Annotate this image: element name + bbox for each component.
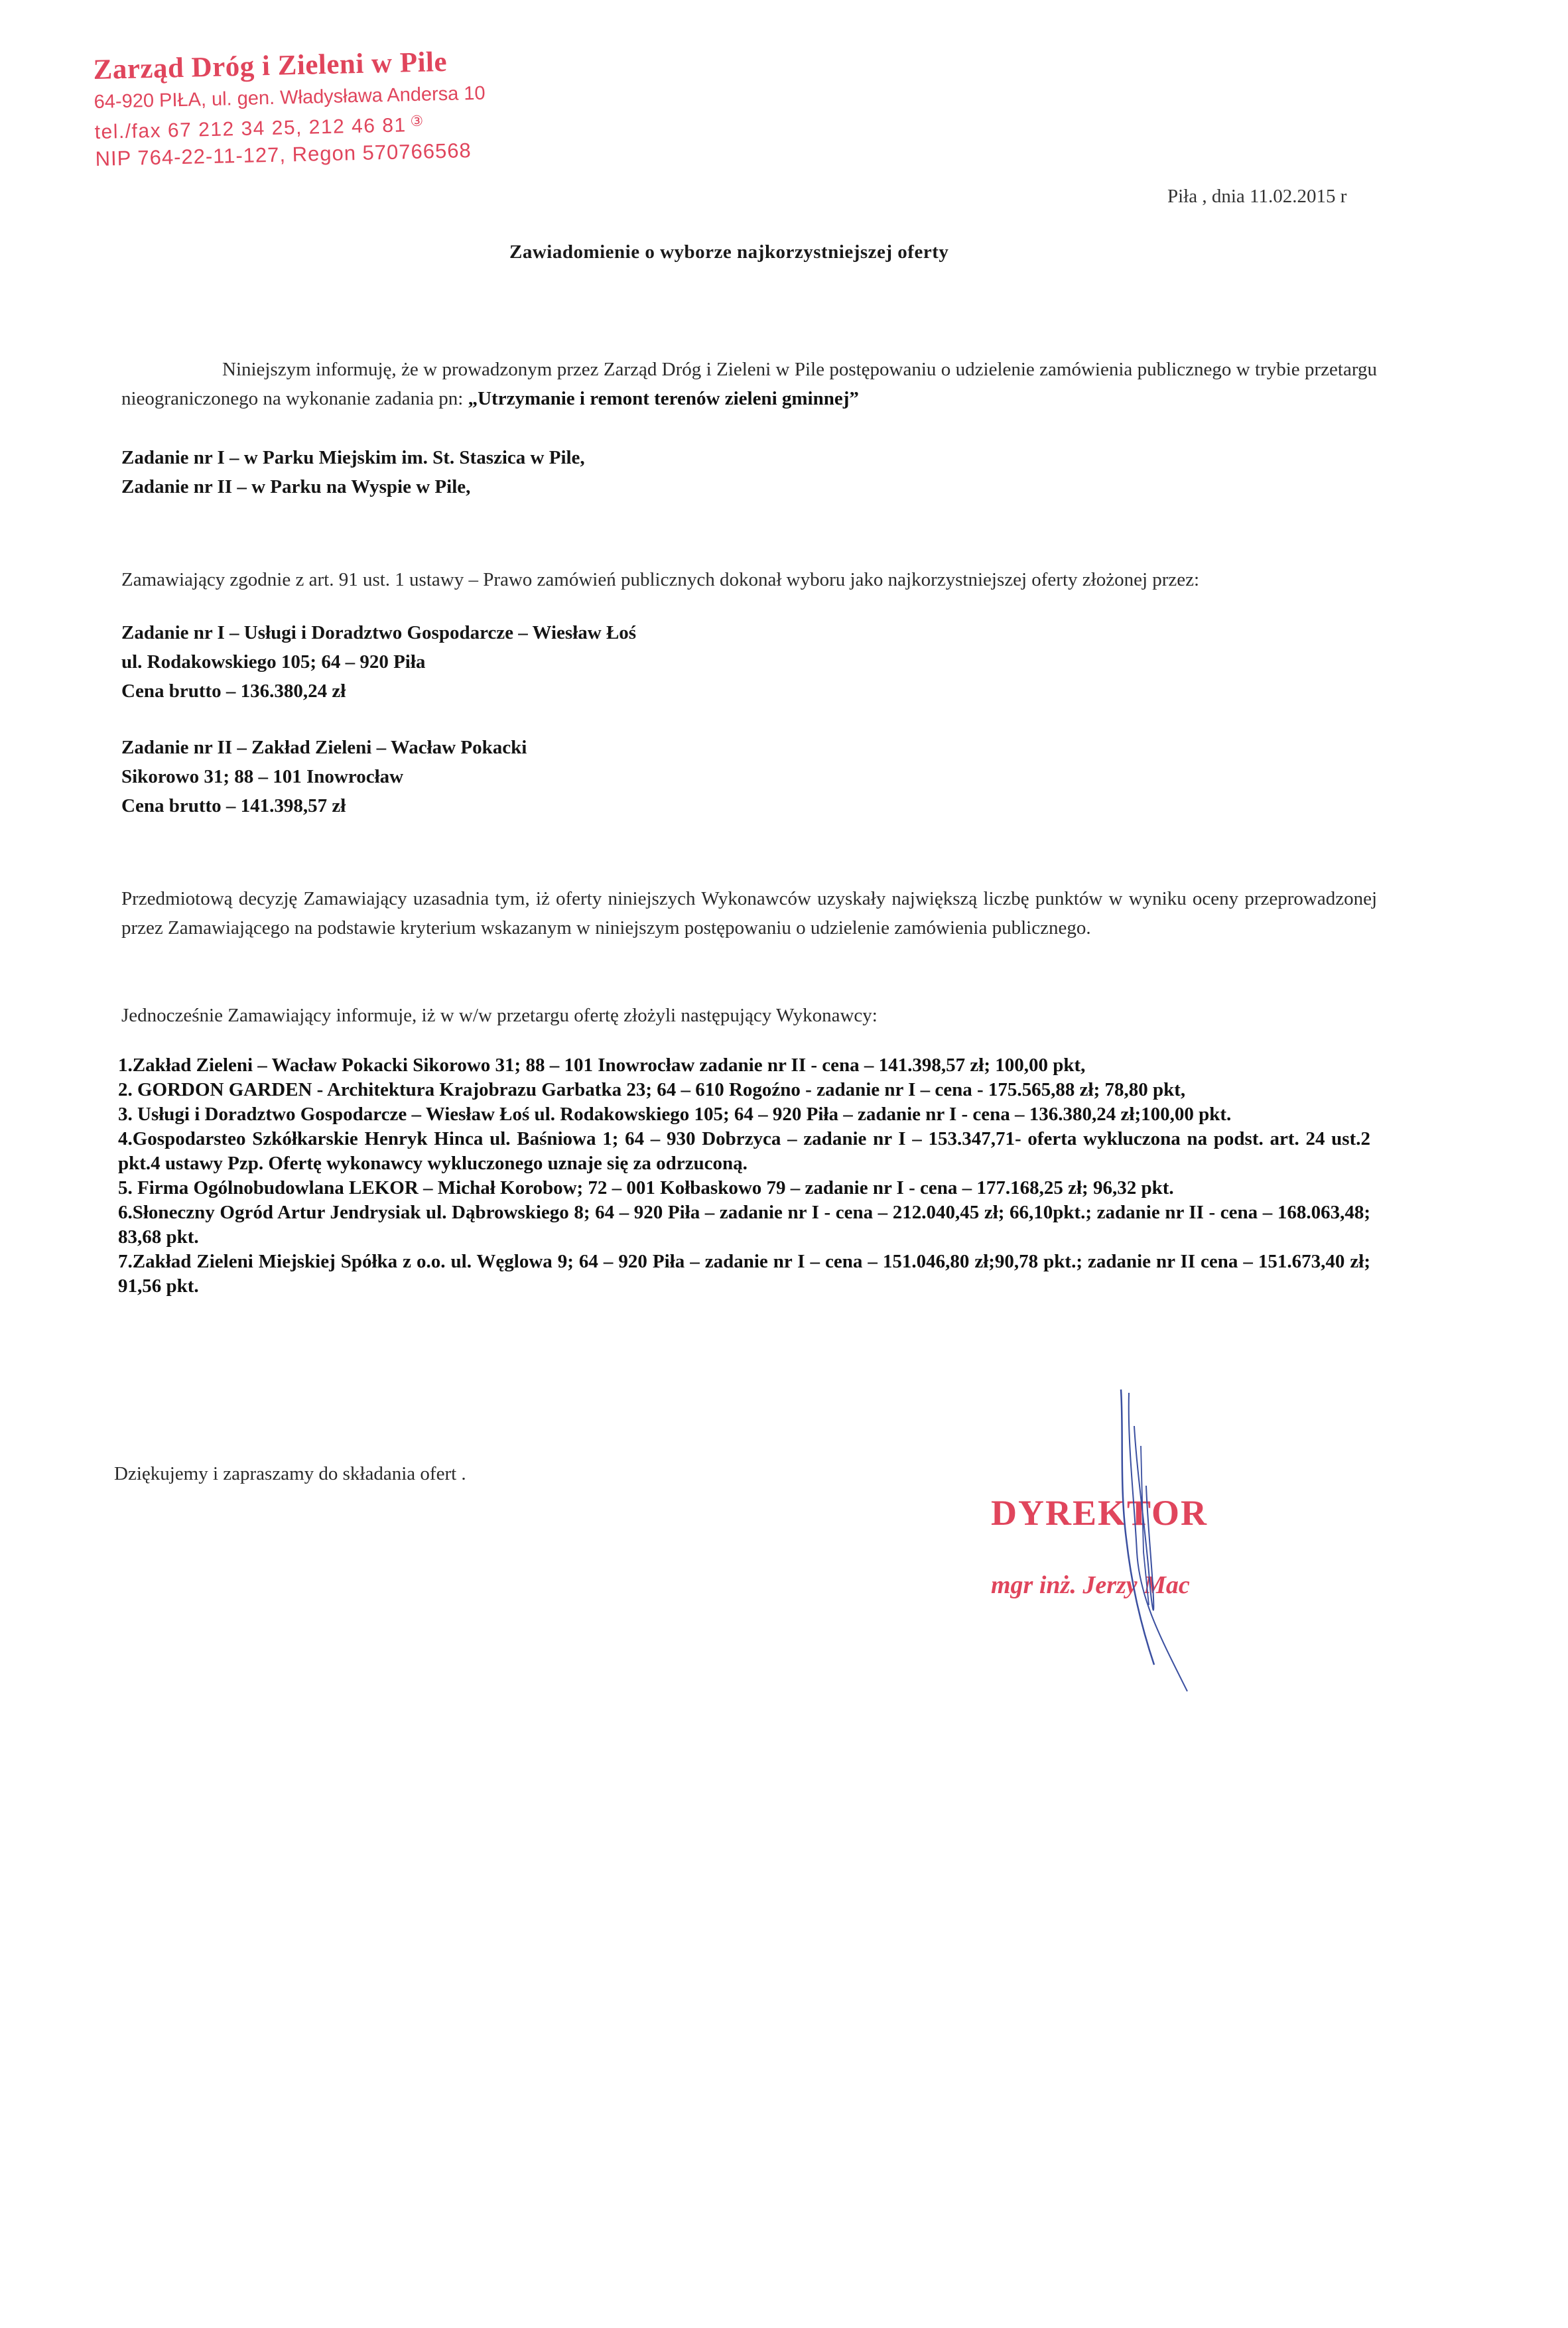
offer-item: 6.Słoneczny Ogród Artur Jendrysiak ul. Dąbrowskiego 8; 64 – 920 Piła – zadanie nr I - cena – 212.040,45 zł; 66,10pkt.; zadanie nr II - cena – 168.063,48; 83,68 pkt. — [118, 1202, 1370, 1248]
contract-name: „Utrzymanie i remont terenów zieleni gminnej” — [468, 388, 859, 409]
winner-price: Cena brutto – 141.398,57 zł — [121, 795, 346, 816]
winner-task-1 — [121, 618, 636, 706]
document-date: Piła , dnia 11.02.2015 r — [1167, 186, 1347, 207]
signature-stamp-title: DYREKTOR — [991, 1493, 1209, 1533]
justification-paragraph: Przedmiotową decyzję Zamawiający uzasadnia tym, iż oferty niniejszych Wykonawców uzyskały największą liczbę punktów w wyniku oceny przeprowadzonej przez Zamawiającego na podstawie kryterium wskazanym w niniejszym postępowaniu o udzielenie zamówienia publicznego. — [121, 888, 1377, 938]
offer-item: 4.Gospodarsteo Szkółkarskie Henryk Hinca ul. Baśniowa 1; 64 – 930 Dobrzyca – zadanie nr I – 153.347,71- oferta wykluczona na podst. art. 24 ust.2 pkt.4 ustawy Pzp. Ofertę wykonawcy wykluczonego uznaje się za odrzuconą. — [118, 1128, 1370, 1174]
offers-list — [118, 1053, 1370, 1299]
winner-line: Sikorowo 31; 88 – 101 Inowrocław — [121, 766, 404, 787]
offer-item: 7.Zakład Zieleni Miejskiej Spółka z o.o. ul. Węglowa 9; 64 – 920 Piła – zadanie nr I – cena – 151.046,80 zł;90,78 pkt.; zadanie nr II cena – 151.673,40 zł; 91,56 pkt. — [118, 1251, 1370, 1297]
offer-item: 2. GORDON GARDEN - Architektura Krajobrazu Garbatka 23; 64 – 610 Rogoźno - zadanie nr I – cena - 175.565,88 zł; 78,80 pkt, — [118, 1079, 1186, 1100]
winner-line: Zadanie nr I – Usługi i Doradztwo Gospodarcze – Wiesław Łoś — [121, 622, 637, 643]
office-stamp — [93, 43, 486, 172]
winner-line: ul. Rodakowskiego 105; 64 – 920 Piła — [121, 651, 426, 673]
choice-paragraph: Zamawiający zgodnie z art. 91 ust. 1 ustawy – Prawo zamówień publicznych dokonał wyboru jako najkorzystniejszej oferty złożonej przez: — [121, 569, 1200, 590]
winner-line: Zadanie nr II – Zakład Zieleni – Wacław Pokacki — [121, 737, 527, 758]
offer-item: 3. Usługi i Doradztwo Gospodarcze – Wiesław Łoś ul. Rodakowskiego 105; 64 – 920 Piła – zadanie nr I - cena – 136.380,24 zł;100,00 pkt. — [118, 1104, 1232, 1125]
stamp-phone: tel./fax 67 212 34 25, 212 46 81 — [94, 114, 407, 143]
handwritten-signature — [1114, 1386, 1214, 1698]
intro-paragraph — [121, 355, 1377, 413]
task-item: Zadanie nr II – w Parku na Wyspie w Pile, — [121, 476, 471, 497]
closing-line: Dziękujemy i zapraszamy do składania ofert . — [114, 1463, 466, 1484]
winner-task-2 — [121, 733, 527, 820]
offer-item: 1.Zakład Zieleni – Wacław Pokacki Sikorowo 31; 88 – 101 Inowrocław zadanie nr II - cena – 141.398,57 zł; 100,00 pkt, — [118, 1055, 1086, 1076]
stamp-phone-mark: ③ — [410, 112, 425, 130]
winner-price: Cena brutto – 136.380,24 zł — [121, 680, 346, 702]
offer-item: 5. Firma Ogólnobudowlana LEKOR – Michał Korobow; 72 – 001 Kołbaskowo 79 – zadanie nr I - cena – 177.168,25 zł; 96,32 pkt. — [118, 1177, 1174, 1198]
signature-stamp-name: mgr inż. Jerzy Mac — [991, 1571, 1190, 1599]
stamp-tax-ids: NIP 764-22-11-127, Regon 570766568 — [95, 139, 472, 170]
bidders-intro: Jednocześnie Zamawiający informuje, iż w w/w przetargu ofertę złożyli następujący Wykonawcy: — [121, 1005, 878, 1026]
stamp-office-name: Zarząd Dróg i Zieleni w Pile — [93, 46, 448, 86]
task-item: Zadanie nr I – w Parku Miejskim im. St. Staszica w Pile, — [121, 447, 585, 468]
intro-text: Niniejszym informuję, że w prowadzonym przez Zarząd Dróg i Zieleni w Pile postępowaniu o udzielenie zamówienia publicznego w trybie przetargu nieograniczonego na wykonanie zadania pn: — [121, 359, 1377, 409]
document-title: Zawiadomienie o wyborze najkorzystniejszej oferty — [509, 241, 949, 263]
tasks-list — [121, 443, 585, 501]
stamp-address: 64-920 PIŁA, ul. gen. Władysława Andersa 10 — [94, 82, 486, 113]
